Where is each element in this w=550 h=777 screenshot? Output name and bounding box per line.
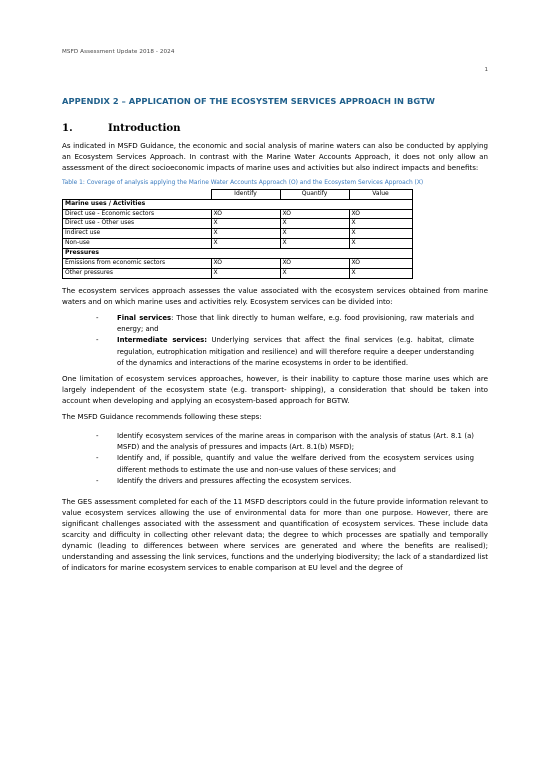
cell-quantify: XO (280, 259, 349, 269)
running-header: MSFD Assessment Update 2018 - 2024 (62, 49, 175, 55)
cell-identify: X (211, 268, 280, 278)
ges-paragraph: The GES assessment completed for each of the 11 MSFD descriptors could in the future provide information relevant to value ecosystem services allowing the use of environmental data for more than one purpose. However, there are significant challenges associated with the assessment and quantification of ecosystem services. These include data scarcity and difficulty in collecting other relevant data; the degree to which processes are spatially and temporally dynamic (leading to differences between where services are generated and where the benefits are realised); understanding and assessing the link services, functions and the underlying biodiversity; the lack of a standardized list of indicators for marine ecosystem services to enable comparison at EU level and the degree of (62, 497, 488, 572)
cell-quantify: X (280, 229, 349, 239)
cell-quantify: XO (280, 209, 349, 219)
cell-quantify: X (280, 219, 349, 229)
column-header-value: Value (349, 189, 412, 199)
list-item (62, 313, 488, 336)
cell-value: X (349, 268, 412, 278)
dash-marker: - (96, 431, 99, 440)
section-number: 1. (62, 122, 73, 134)
table-header-row (63, 189, 413, 199)
table-corner-cell (63, 189, 212, 199)
cell-identify: X (211, 219, 280, 229)
cell-identify: X (211, 229, 280, 239)
appendix-title: APPENDIX 2 – APPLICATION OF THE ECOSYSTEM SERVICES APPROACH IN BGTW (62, 96, 435, 106)
table-caption: Table 1: Coverage of analysis applying the Marine Water Accounts Approach (O) and the Ecosystem Services Approach (X) (62, 179, 424, 186)
dash-marker: - (96, 336, 99, 345)
term-description: Underlying services that affect the final services (e.g. habitat, climate regulation, eutrophication mitigation and resilience) and will therefore require a deeper understanding of the dynamics and interactions of the marine ecosystems in order to be identified. (117, 336, 475, 367)
table-row (63, 209, 413, 219)
step-text: Identify the drivers and pressures affecting the ecosystem services. (117, 476, 352, 485)
group-marine-uses: Marine uses / Activities (63, 199, 413, 209)
ecosystem-services-paragraph: The ecosystem services approach assesses the value associated with the ecosystem services obtained from marine waters and on which marine uses and activities rely. Ecosystem services can be divided into: (62, 285, 488, 306)
list-item (62, 431, 488, 454)
table-row (63, 229, 413, 239)
table-row (63, 268, 413, 278)
list-item (62, 335, 488, 369)
table-group-row (63, 249, 413, 259)
cell-identify: XO (211, 259, 280, 269)
steps-list (62, 431, 488, 487)
limitation-paragraph: One limitation of ecosystem services approaches, however, is their inability to capture those marine uses which are largely independent of the ecosystem state (e.g. transport- shipping), a consideration that should be taken into account when developing and applying an ecosystem-based approach for BGTW. (62, 374, 488, 405)
guidance-paragraph: The MSFD Guidance recommends following these steps: (62, 411, 262, 421)
dash-marker: - (96, 313, 99, 322)
term-intermediate-services: Intermediate services: (117, 336, 207, 345)
service-types-list (62, 313, 488, 369)
page-content (62, 96, 488, 579)
step-text: Identify and, if possible, quantify and value the welfare derived from the ecosystem services using different methods to estimate the use and non-use values of these services; and (117, 454, 474, 474)
step-text: Identify ecosystem services of the marine areas in comparison with the analysis of status (Art. 8.1 (a) MSFD) and the analysis of pressures and impacts (Art. 8.1(b) MSFD); (117, 431, 474, 452)
coverage-table (62, 189, 413, 279)
column-header-identify: Identify (211, 189, 280, 199)
column-header-quantify: Quantify (280, 189, 349, 199)
table-row (63, 239, 413, 249)
section-title: Introduction (108, 122, 181, 134)
section-heading (62, 122, 488, 134)
term-description: : Those that link directly to human welfare, e.g. food provisioning, raw materials and energy; and (117, 313, 474, 333)
cell-value: X (349, 239, 412, 249)
list-item (62, 476, 488, 487)
dash-marker: - (96, 454, 99, 463)
row-label: Emissions from economic sectors (63, 259, 212, 269)
cell-quantify: X (280, 268, 349, 278)
cell-value: XO (349, 209, 412, 219)
row-label: Non-use (63, 239, 212, 249)
cell-value: XO (349, 259, 412, 269)
row-label: Other pressures (63, 268, 212, 278)
cell-value: X (349, 229, 412, 239)
table-row (63, 219, 413, 229)
page-number: 1 (484, 67, 488, 73)
group-pressures: Pressures (63, 249, 413, 259)
cell-identify: X (211, 239, 280, 249)
cell-quantify: X (280, 239, 349, 249)
list-item (62, 453, 488, 476)
dash-marker: - (96, 476, 99, 485)
intro-paragraph: As indicated in MSFD Guidance, the economic and social analysis of marine waters can also be conducted by applying an Ecosystem Services Approach. In contrast with the Marine Water Accounts Approach, it does not only allow an assessment of the direct socioeconomic impacts of marine uses and activities but also indirect impacts and benefits: (62, 141, 488, 172)
row-label: Indirect use (63, 229, 212, 239)
table-group-row (63, 199, 413, 209)
cell-value: X (349, 219, 412, 229)
cell-identify: XO (211, 209, 280, 219)
table-row (63, 259, 413, 269)
row-label: Direct use - Economic sectors (63, 209, 212, 219)
row-label: Direct use - Other uses (63, 219, 212, 229)
term-final-services: Final services (117, 313, 172, 322)
